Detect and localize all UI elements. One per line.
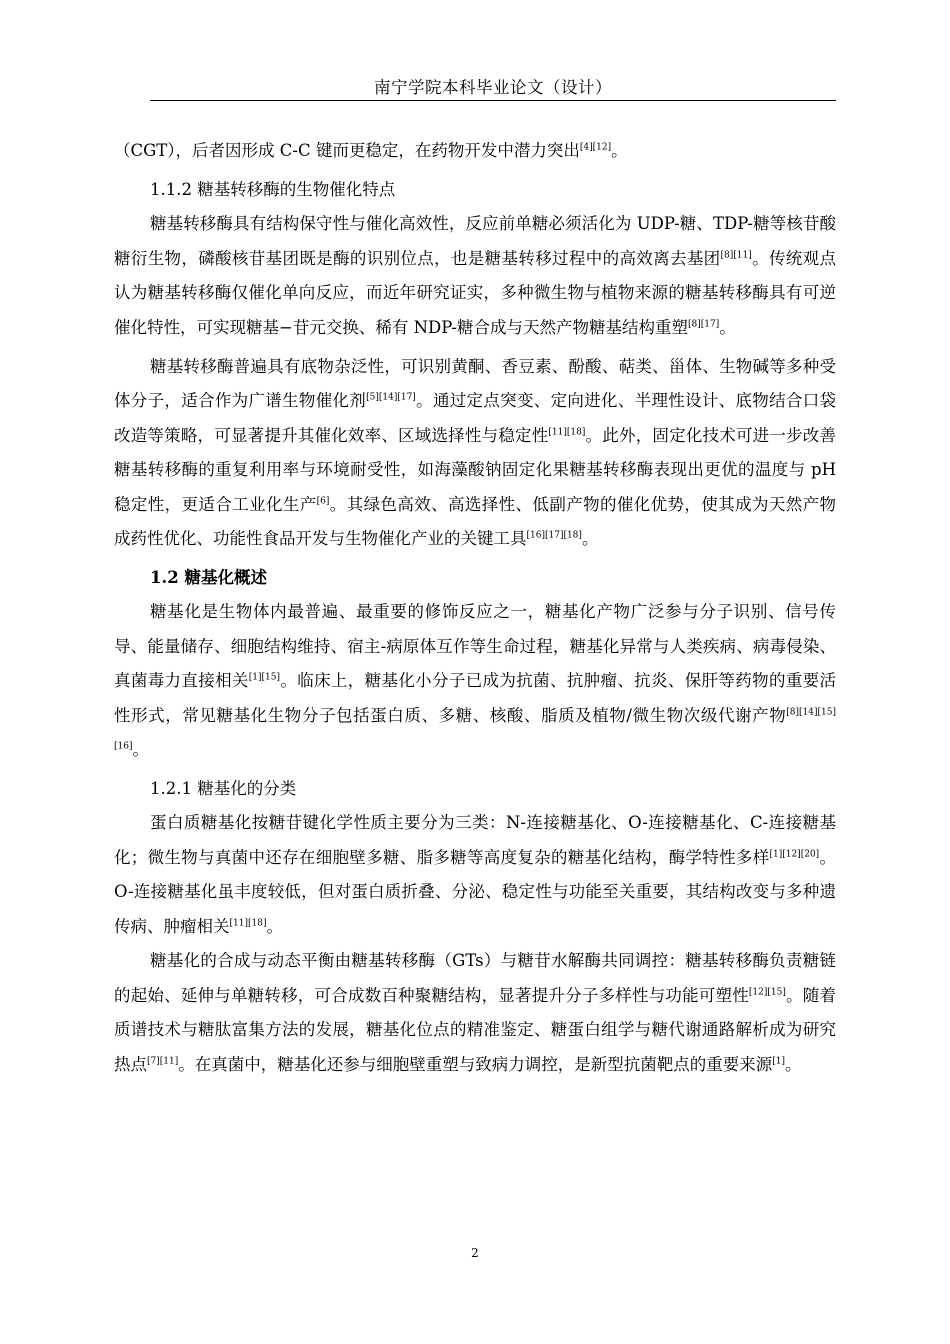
section-heading-1-2-1: 1.2.1 糖基化的分类 [150,778,297,798]
citation: [12][15] [748,987,786,998]
citation: [7][11] [147,1056,179,1067]
citation: [1][15] [248,672,281,683]
section-heading-1-2: 1.2 糖基化概述 [150,567,267,587]
page-number: 2 [471,1246,479,1260]
paragraph-substrate-promiscuity: 糖基转移酶普遍具有底物杂泛性，可识别黄酮、香豆素、酚酸、萜类、甾体、生物碱等多种受体分子，适合作为广谱生物催化剂[5][14][17]。通过定点突变、定向进化、半理性设计、底物结合口袋改造等策略，可显著提升其催化效率、区域选择性与稳定性[11][18]。此外，固定化技术可进一步改善糖基转移酶的重复利用率与环境耐受性，如海藻酸钠固定化果糖基转移酶表现出更优的温度与 pH 稳定性，更适合工业化生产[6]。其绿色高效、高选择性、低副产物的催化优势，使其成为天然产物成药性优化、功能性食品开发与生物催化产业的关键工具[16][17][18]。 [114,356,837,548]
citation: [1] [772,1056,785,1067]
citation: [4][12] [579,142,612,153]
citation: [16][17][18] [526,530,582,541]
citation: [5][14][17] [366,392,416,403]
paragraph-glycosylation-overview: 糖基化是生物体内最普遍、最重要的修饰反应之一，糖基化产物广泛参与分子识别、信号传导、能量储存、细胞结构维持、宿主-病原体互作等生命过程，糖基化异常与人类疾病、病毒侵染、真菌毒力直接相关[1][15]。临床上，糖基化小分子已成为抗菌、抗肿瘤、抗炎、保肝等药物的重要活性形式，常见糖基化生物分子包括蛋白质、多糖、核酸、脂质及植物/微生物次级代谢产物[8][14][15][16]。 [114,602,837,759]
page-header-title: 南宁学院本科毕业论文（设计） [374,78,612,97]
paragraph-glycosylation-types: 蛋白质糖基化按糖苷键化学性质主要分为三类：N-连接糖基化、O-连接糖基化、C-连接糖基化；微生物与真菌中还存在细胞壁多糖、脂多糖等高度复杂的糖基化结构，酶学特性多样[1][12][20]。O-连接糖基化虽丰度较低，但对蛋白质折叠、分泌、稳定性与功能至关重要，其结构改变与多种遗传病、肿瘤相关[11][18]。 [114,813,837,936]
citation: [1][12][20] [769,849,820,860]
citation: [11][18] [229,918,267,929]
paragraph-glycosylation-regulation: 糖基化的合成与动态平衡由糖基转移酶（GTs）与糖苷水解酶共同调控：糖基转移酶负责糖链的起始、延伸与单糖转移，可合成数百种聚糖结构，显著提升分子多样性与功能可塑性[12][15]。随着质谱技术与糖肽富集方法的发展，糖基化位点的精准鉴定、糖蛋白组学与糖代谢通路解析成为研究热点[7][11]。在真菌中，糖基化还参与细胞壁重塑与致病力调控，是新型抗菌靶点的重要来源[1]。 [114,951,837,1074]
paragraph-catalytic-features: 糖基转移酶具有结构保守性与催化高效性，反应前单糖必须活化为 UDP-糖、TDP-糖等核苷酸糖衍生物，磷酸核苷基团既是酶的识别位点，也是糖基转移过程中的高效离去基团[8][11]。传统观点认为糖基转移酶仅催化单向反应，而近年研究证实，多种微生物与植物来源的糖基转移酶具有可逆催化特性，可实现糖基−苷元交换、稀有 NDP-糖合成与天然产物糖基结构重塑[8][17]。 [114,214,837,337]
citation: [11][18] [548,427,586,438]
citation: [8][17] [688,319,720,330]
page-body [114,134,836,1082]
citation: [8][14][15][16] [114,707,836,752]
citation: [8][11] [720,250,752,261]
paragraph-continuation: （CGT），后者因形成 C-C 键而更稳定，在药物开发中潜力突出[4][12]。 [114,141,628,160]
header-rule [150,100,836,101]
citation: [6] [316,496,330,507]
section-heading-1-1-2: 1.1.2 糖基转移酶的生物催化特点 [150,179,396,199]
